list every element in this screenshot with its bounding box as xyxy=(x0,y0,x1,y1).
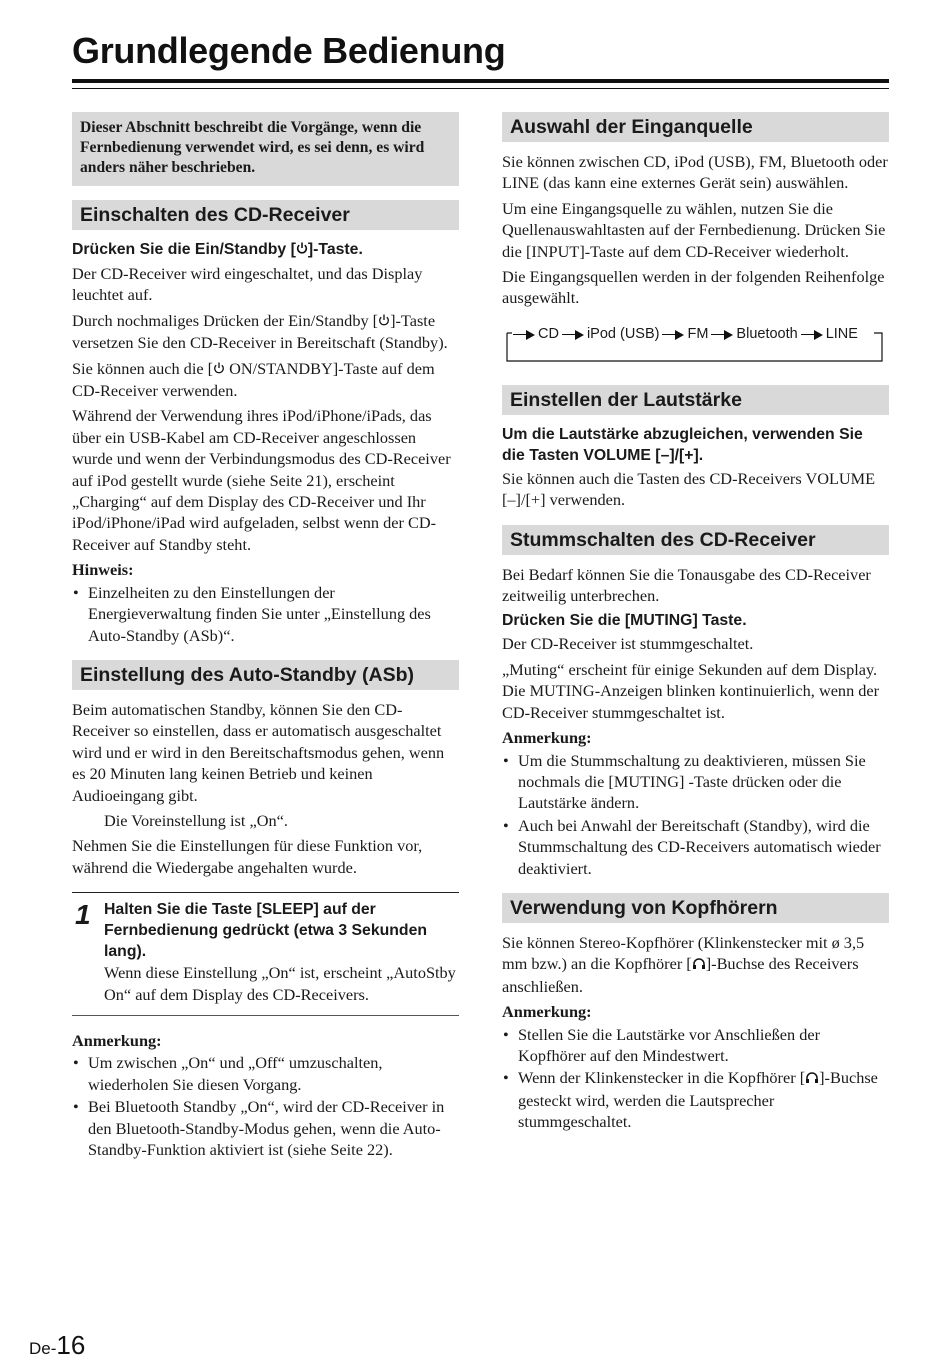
note-list xyxy=(502,750,889,879)
text-pre: Sie können auch die [ xyxy=(72,358,214,378)
section-power-on xyxy=(72,200,459,646)
arrow-icon xyxy=(662,330,684,340)
list-item: • Bei Bluetooth Standby „On“, wird der CD-Receiver in den Bluetooth-Standby-Modus gehen, wenn die Auto-Standby-Funktion aktiviert ist (siehe Seite 22). xyxy=(72,1096,459,1160)
section-heading-auto-standby: Einstellung des Auto-Standby (ASb) xyxy=(72,660,459,690)
power-on-text-3 xyxy=(72,358,459,402)
section-headphones xyxy=(502,893,889,1133)
instr-text-post: ]-Taste. xyxy=(307,241,363,258)
section-input-source xyxy=(502,112,889,363)
input-source-text-3: Die Eingangsquellen werden in der folgenden Reihenfolge ausgewählt. xyxy=(502,267,885,308)
input-sequence-diagram xyxy=(502,323,889,363)
list-item: • Einzelheiten zu den Einstellungen der Energieverwaltung finden Sie unter „Einstellung des Auto-Standby (ASb)“. xyxy=(72,582,459,646)
headphones-text xyxy=(502,932,889,997)
section-heading-headphones: Verwendung von Kopfhörern xyxy=(502,893,889,923)
headphones-icon xyxy=(692,954,706,975)
power-on-text-1: Der CD-Receiver wird eingeschaltet, und das Display leuchtet auf. xyxy=(72,264,423,305)
page-number-value: 16 xyxy=(56,1330,86,1360)
list-item xyxy=(502,1067,889,1132)
list-item: • Um zwischen „On“ und „Off“ umzuschalten, wiederholen Sie diesen Vorgang. xyxy=(72,1052,459,1095)
sequence-item-fm: FM xyxy=(687,325,709,342)
section-heading-muting: Stummschalten des CD-Receiver xyxy=(502,525,889,555)
power-on-text-2 xyxy=(72,310,459,354)
muting-instruction: Drücken Sie die [MUTING] Taste. xyxy=(502,612,747,630)
list-item: • Um die Stummschaltung zu deaktivieren, müssen Sie nochmals die [MUTING] -Taste drücken oder die Lautstärke ändern. xyxy=(502,750,889,814)
text-pre: Durch nochmaliges Drücken der Ein/Standby [ xyxy=(72,310,379,330)
arrow-icon xyxy=(711,330,733,340)
note-list xyxy=(502,1024,889,1133)
headphones-icon xyxy=(805,1068,819,1089)
note-list xyxy=(72,1052,459,1160)
list-item: • Auch bei Anwahl der Bereitschaft (Standby), wird die Stummschaltung des CD-Receivers automatisch wieder deaktiviert. xyxy=(502,815,889,879)
step-title: Halten Sie die Taste [SLEEP] auf der Fernbedienung gedrückt (etwa 3 Sekunden lang). xyxy=(104,901,428,961)
text-post: ]-Buchse gesteckt wird, werden die Lautsprecher stummgeschaltet. xyxy=(518,1068,878,1132)
note-list xyxy=(72,582,459,646)
step-text: Wenn diese Einstellung „On“ ist, erscheint „AutoStby On“ auf dem Display des CD-Receivers. xyxy=(104,963,456,1004)
auto-standby-text-1: Beim automatischen Standby, können Sie den CD-Receiver so einstellen, dass er automatisch ausgeschaltet wird und er wird in den Bereitschaftsmodus gehen, wenn es 20 Minuten lang keinen Betrieb und keinen Audioeingang gibt. xyxy=(72,699,445,805)
page-number xyxy=(29,1330,85,1361)
list-item: • Stellen Sie die Lautstärke vor Anschließen der Kopfhörer auf den Mindestwert. xyxy=(502,1024,889,1067)
note-label: Anmerkung: xyxy=(502,728,592,748)
text-post: ]-Buchse des Receivers anschließen. xyxy=(502,954,859,996)
muting-text-2: Der CD-Receiver ist stummgeschaltet. xyxy=(502,634,754,654)
power-icon xyxy=(296,240,308,261)
sequence-item-ipod: iPod (USB) xyxy=(586,325,660,342)
page-number-prefix: De- xyxy=(29,1339,57,1358)
instr-text-pre: Drücken Sie die Ein/Standby [ xyxy=(72,241,296,258)
power-on-text-4: Während der Verwendung ihres iPod/iPhone/iPads, das über ein USB-Kabel am CD-Receiver angeschlossen wurde und wenn der Verbindungsmodus des CD-Receiver auf iPod gestellt wurde (siehe Seite 21), erscheint „Charging“ auf dem Display des CD-Receiver und Ihr iPod/iPhone/iPad wird aufgeladen, selbst wenn der CD-Receiver auf Standby steht. xyxy=(72,406,451,554)
volume-instruction: Um die Lautstärke abzugleichen, verwenden Sie die Tasten VOLUME [–]/[+]. xyxy=(502,425,863,464)
power-icon xyxy=(213,359,225,380)
auto-standby-default: Die Voreinstellung ist „On“. xyxy=(104,810,288,830)
volume-text: Sie können auch die Tasten des CD-Receivers VOLUME [–]/[+] verwenden. xyxy=(502,468,876,510)
text-post: ]-Taste versetzen Sie den CD-Receiver in Bereitschaft (Standby). xyxy=(72,310,448,353)
title-rule-thin xyxy=(72,88,889,89)
sequence-item-cd: CD xyxy=(538,325,559,342)
note-label: Anmerkung: xyxy=(502,1002,592,1022)
step-number: 1 xyxy=(75,899,91,931)
muting-text-3: „Muting“ erscheint für einige Sekunden auf dem Display. Die MUTING-Anzeigen blinken kontinuierlich, wenn der CD-Receiver stummgeschaltet ist. xyxy=(502,659,880,722)
step-1-block xyxy=(72,892,459,1016)
section-muting xyxy=(502,525,889,879)
muting-text-1: Bei Bedarf können Sie die Tonausgabe des CD-Receiver zeitweilig unterbrechen. xyxy=(502,564,871,606)
note-label: Anmerkung: xyxy=(72,1030,162,1050)
section-auto-standby xyxy=(72,660,459,1161)
input-source-text-2: Um eine Eingangsquelle zu wählen, nutzen Sie die Quellenauswahltasten auf der Fernbedienung. Drücken Sie die [INPUT]-Taste auf dem CD-Receiver wiederholt. xyxy=(502,198,886,261)
arrow-icon xyxy=(562,330,584,340)
intro-note-box: Dieser Abschnitt beschreibt die Vorgänge, wenn die Fernbedienung verwendet wird, es sei denn, es wird anders näher beschrieben. xyxy=(72,112,459,186)
sequence-item-bluetooth: Bluetooth xyxy=(736,325,798,342)
section-volume xyxy=(502,385,889,511)
section-heading-power-on: Einschalten des CD-Receiver xyxy=(72,200,459,230)
sequence-item-line: LINE xyxy=(825,325,858,342)
section-heading-volume: Einstellen der Lautstärke xyxy=(502,385,889,415)
arrow-icon xyxy=(513,330,535,340)
auto-standby-text-3: Nehmen Sie die Einstellungen für diese Funktion vor, während die Wiedergabe angehalten wurde. xyxy=(72,836,423,877)
left-column xyxy=(72,112,459,1161)
title-rule-thick xyxy=(72,79,889,83)
power-icon xyxy=(378,311,390,332)
input-source-text-1: Sie können zwischen CD, iPod (USB), FM, Bluetooth oder LINE (das kann eine externes Gerät sein) auswählen. xyxy=(502,152,888,193)
section-heading-input-source: Auswahl der Einganquelle xyxy=(502,112,889,142)
text-pre: Sie können Stereo-Kopfhörer (Klinkenstecker mit ø 3,5 mm bzw.) an die Kopfhörer [ xyxy=(502,932,865,974)
note-label: Hinweis: xyxy=(72,560,134,580)
text-pre: Wenn der Klinkenstecker in die Kopfhörer [ xyxy=(518,1068,806,1088)
arrow-icon xyxy=(801,330,823,340)
sequence-row xyxy=(510,324,858,345)
page-title: Grundlegende Bedienung xyxy=(72,30,506,71)
power-on-instruction xyxy=(72,239,459,261)
right-column xyxy=(502,112,889,1134)
step-content xyxy=(72,899,459,1005)
text-post: ON/STANDBY]-Taste auf dem CD-Receiver verwenden. xyxy=(72,358,435,401)
